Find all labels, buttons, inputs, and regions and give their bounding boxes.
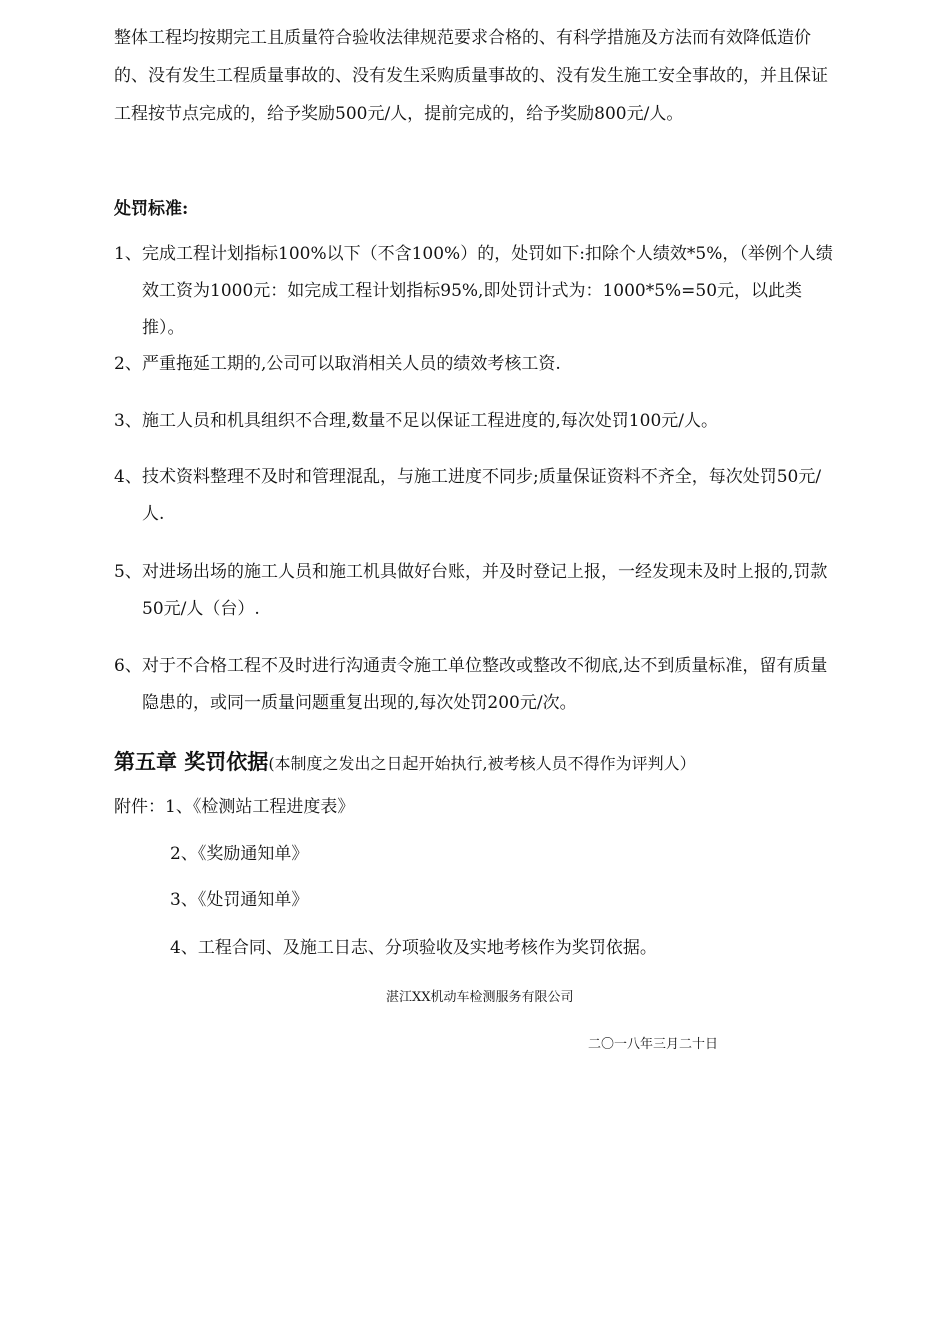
attachment-item: 1、《检测站工程进度表》	[165, 797, 355, 817]
company-name: 湛江XX机动车检测服务有限公司	[386, 990, 574, 1005]
penalty-heading: 处罚标准:	[114, 199, 189, 219]
item-text: 施工人员和机具组织不合理,数量不足以保证工程进度的,每次处罚100元/人。	[142, 411, 718, 431]
attachment-item: 2、《奖励通知单》	[170, 844, 309, 864]
item-number: 2、	[114, 354, 142, 374]
penalty-item-5	[114, 554, 840, 628]
penalty-item-3	[114, 403, 840, 440]
penalty-item-6	[114, 648, 840, 722]
attachment-item: 3、《处罚通知单》	[170, 890, 309, 910]
attachment-line-2	[170, 842, 308, 866]
penalty-item-4	[114, 459, 840, 533]
attachment-line-3	[170, 888, 308, 912]
attachment-line-4	[170, 936, 657, 960]
attachment-line-1	[114, 795, 354, 819]
document-date: 二〇一八年三月二十日	[588, 1037, 719, 1052]
penalty-item-2	[114, 346, 840, 383]
penalty-item-1	[114, 236, 840, 347]
item-text: 严重拖延工期的,公司可以取消相关人员的绩效考核工资.	[142, 354, 561, 374]
item-number: 1、	[114, 244, 142, 264]
item-text: 对于不合格工程不及时进行沟通责令施工单位整改或整改不彻底,达不到质量标准，留有质量隐患的，或同一质量问题重复出现的,每次处罚200元/次。	[142, 656, 828, 713]
chapter-note: (本制度之发出之日起开始执行,被考核人员不得作为评判人）	[268, 754, 696, 773]
item-text: 完成工程计划指标100%以下（不含100%）的，处罚如下:扣除个人绩效*5%，（举例个人绩效工资为1000元：如完成工程计划指标95%,即处罚计式为：1000*5%=50元，以此类推）。	[142, 244, 833, 338]
item-text: 对进场出场的施工人员和施工机具做好台账，并及时登记上报，一经发现未及时上报的,罚款50元/人（台）.	[142, 562, 828, 619]
attachment-prefix: 附件：	[114, 797, 165, 817]
intro-paragraph: 整体工程均按期完工且质量符合验收法律规范要求合格的、有科学措施及方法而有效降低造价的、没有发生工程质量事故的、没有发生采购质量事故的、没有发生施工安全事故的，并且保证工程按节点完成的，给予奖励500元/人，提前完成的，给予奖励800元/人。	[114, 28, 828, 124]
item-number: 5、	[114, 562, 142, 582]
item-number: 6、	[114, 656, 142, 676]
chapter-heading	[114, 746, 696, 776]
item-number: 4、	[114, 467, 142, 487]
chapter-title: 第五章 奖罚依据	[114, 749, 269, 774]
item-number: 3、	[114, 411, 142, 431]
item-text: 技术资料整理不及时和管理混乱，与施工进度不同步;质量保证资料不齐全，每次处罚50元/人.	[142, 467, 822, 524]
attachment-item: 4、工程合同、及施工日志、分项验收及实地考核作为奖罚依据。	[170, 938, 657, 958]
